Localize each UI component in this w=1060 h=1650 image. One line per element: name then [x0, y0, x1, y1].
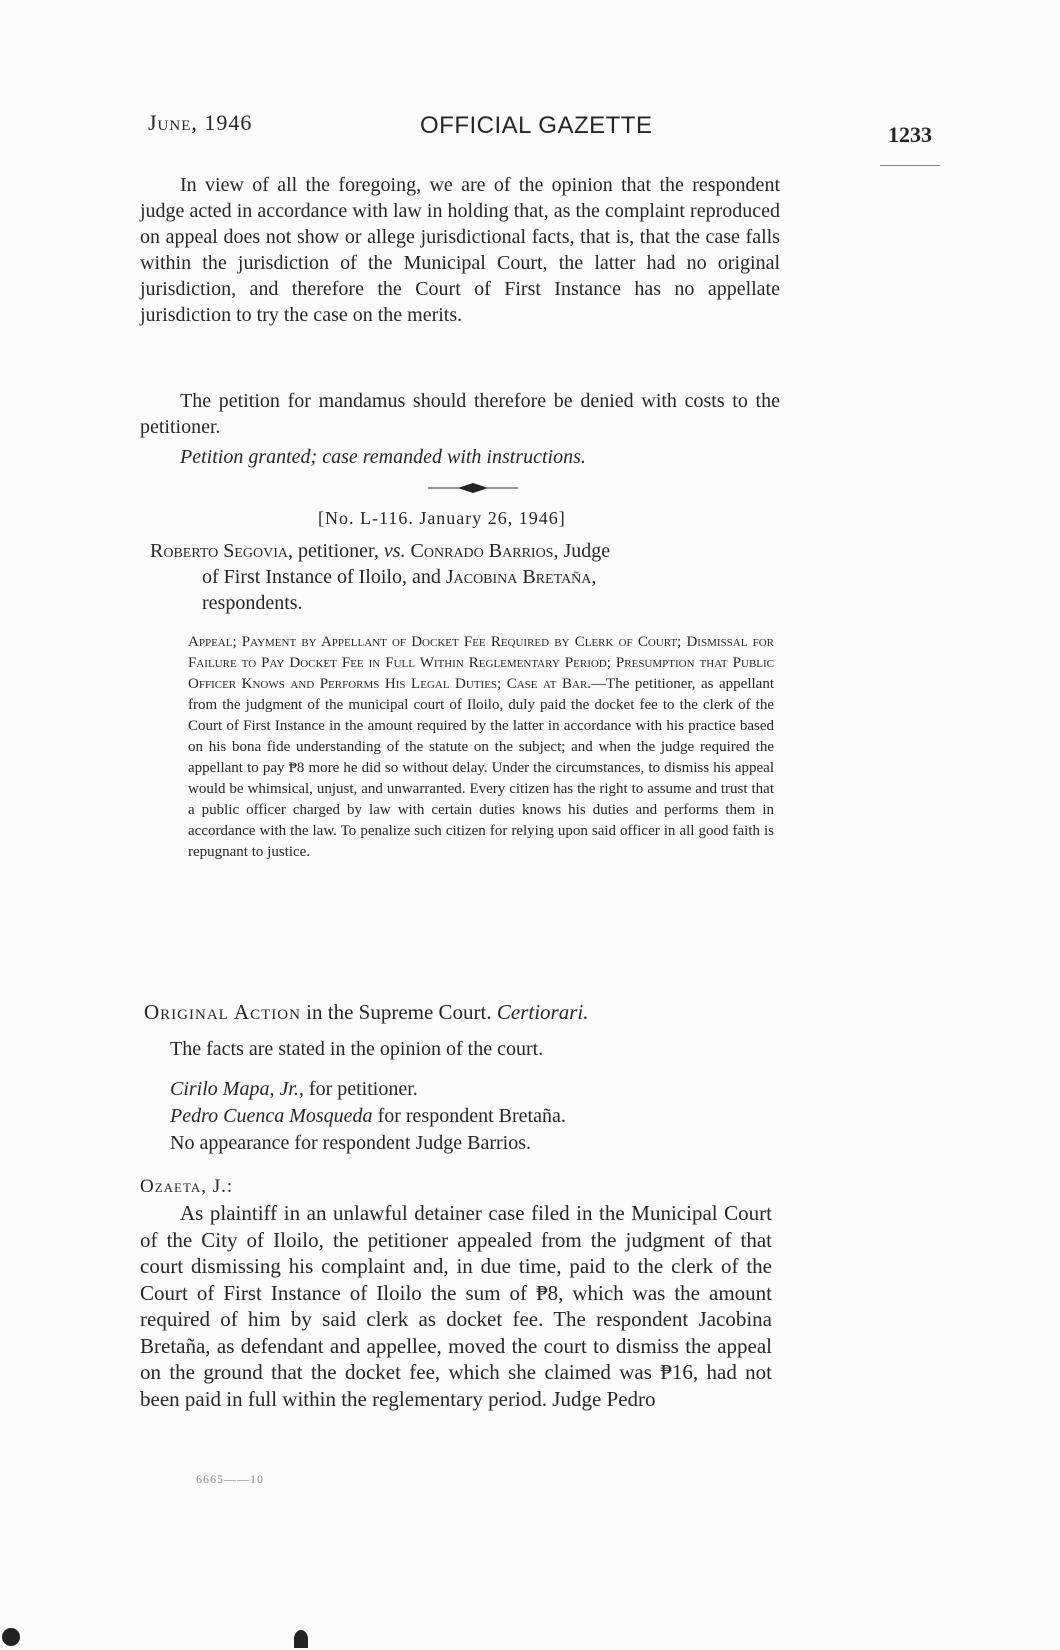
- header-rule: [880, 165, 940, 166]
- divider-ornament-icon: [428, 482, 518, 494]
- versus: vs.: [383, 540, 406, 562]
- original-action-label: Original Action: [144, 1000, 301, 1024]
- counsel-petitioner: [170, 1076, 566, 1103]
- paragraph-result: [140, 444, 780, 470]
- justice-name: Ozaeta, J.:: [140, 1176, 234, 1197]
- respondents-label: respondents.: [202, 592, 303, 614]
- counsel-name: Pedro Cuenca Mosqueda: [170, 1105, 373, 1127]
- scan-marker-icon: [294, 1630, 308, 1648]
- paragraph-text: The petition for mandamus should therefore be denied with costs to the petitioner.: [140, 390, 780, 438]
- original-action: [144, 1000, 589, 1025]
- opinion-body: [140, 1200, 772, 1412]
- result-text: Petition granted; case remanded with instructions.: [180, 446, 586, 468]
- counsel-text: for respondent Bretaña.: [372, 1105, 566, 1127]
- printer-mark: 6665——10: [196, 1472, 264, 1486]
- court-line: of First Instance of Iloilo, and: [202, 566, 446, 588]
- writ-type: Certiorari.: [496, 1000, 589, 1024]
- syllabus: [188, 632, 774, 863]
- scan-marker-icon: [2, 1628, 20, 1646]
- counsel-name: Cirilo Mapa, Jr.: [170, 1078, 299, 1100]
- paragraph-conclusion: [140, 172, 780, 328]
- header-date: June, 1946: [148, 110, 253, 135]
- original-action-text: in the Supreme Court.: [300, 1000, 497, 1024]
- case-number: [No. L-116. January 26, 1946]: [318, 508, 566, 528]
- paragraph-text: In view of all the foregoing, we are of the opinion that the respondent judge acted in accordance with law in holding that, as the complaint reproduced on appeal does not show or allege jurisdictional facts, that is, that the case falls within the jurisdiction of the Municipal Court, the latter had no original jurisdiction, and therefore the Court of First Instance has no appellate jurisdiction to try the case on the merits.: [140, 174, 780, 326]
- respondent-judge-role: , Judge: [553, 540, 611, 562]
- syllabus-text: —The petitioner, as appellant from the judgment of the municipal court of Iloilo, duly paid the docket fee to the clerk of the Court of First Instance in the amount required by the latter in accordance with his practice based on his bona fide understanding of the statute on the subject; and when the judge required the appellant to pay ₱8 more he did so without delay. Under the circumstances, to dismiss his appeal would be whimsical, unjust, and unwarranted. Every citizen has the right to assume and trust that a public officer charged by law with certain duties knows his duties and performs them in accordance with the law. To penalize such citizen for relying upon said officer in all good faith is repugnant to justice.: [188, 676, 774, 860]
- page-number: 1233: [888, 122, 932, 147]
- case-parties: [150, 538, 790, 616]
- paragraph-disposition: [140, 388, 780, 440]
- petitioner-role: , petitioner,: [288, 540, 384, 562]
- counsel-no-appearance: No appearance for respondent Judge Barrios.: [170, 1132, 531, 1154]
- respondent-suffix: ,: [591, 566, 597, 588]
- petitioner-name: Roberto Segovia: [150, 540, 289, 562]
- opinion-text: As plaintiff in an unlawful detainer case filed in the Municipal Court of the City of Iloilo, the petitioner appealed from the judgment of that court dismissing his complaint and, in due time, paid to the clerk of the Court of First Instance of Iloilo the sum of ₱8, which was the amount required of him by said clerk as docket fee. The respondent Jacobina Bretaña, as defendant and appellee, moved the court to dismiss the appeal on the ground that the docket fee, which she claimed was ₱16, had not been paid in full within the reglementary period. Judge Pedro: [140, 1201, 772, 1411]
- header-publication: OFFICIAL GAZETTE: [420, 112, 653, 139]
- counsel-text: , for petitioner.: [298, 1078, 418, 1100]
- counsel-respondent: [170, 1103, 566, 1130]
- counsel-list: [170, 1076, 566, 1157]
- facts-statement: The facts are stated in the opinion of the court.: [170, 1038, 544, 1060]
- syllabus-heading: Appeal; Payment by Appellant of Docket Fee Required by Clerk of Court; Dismissal for Failure to Pay Docket Fee in Full Within Reglementary Period; Presumption that Public Officer Knows and Performs His Legal Duties; Case at Bar.: [188, 634, 774, 692]
- respondent-name: Jacobina Bretaña: [445, 566, 592, 588]
- parties-continuation: [150, 564, 790, 590]
- respondent-judge-name: Conrado Barrios: [410, 540, 554, 562]
